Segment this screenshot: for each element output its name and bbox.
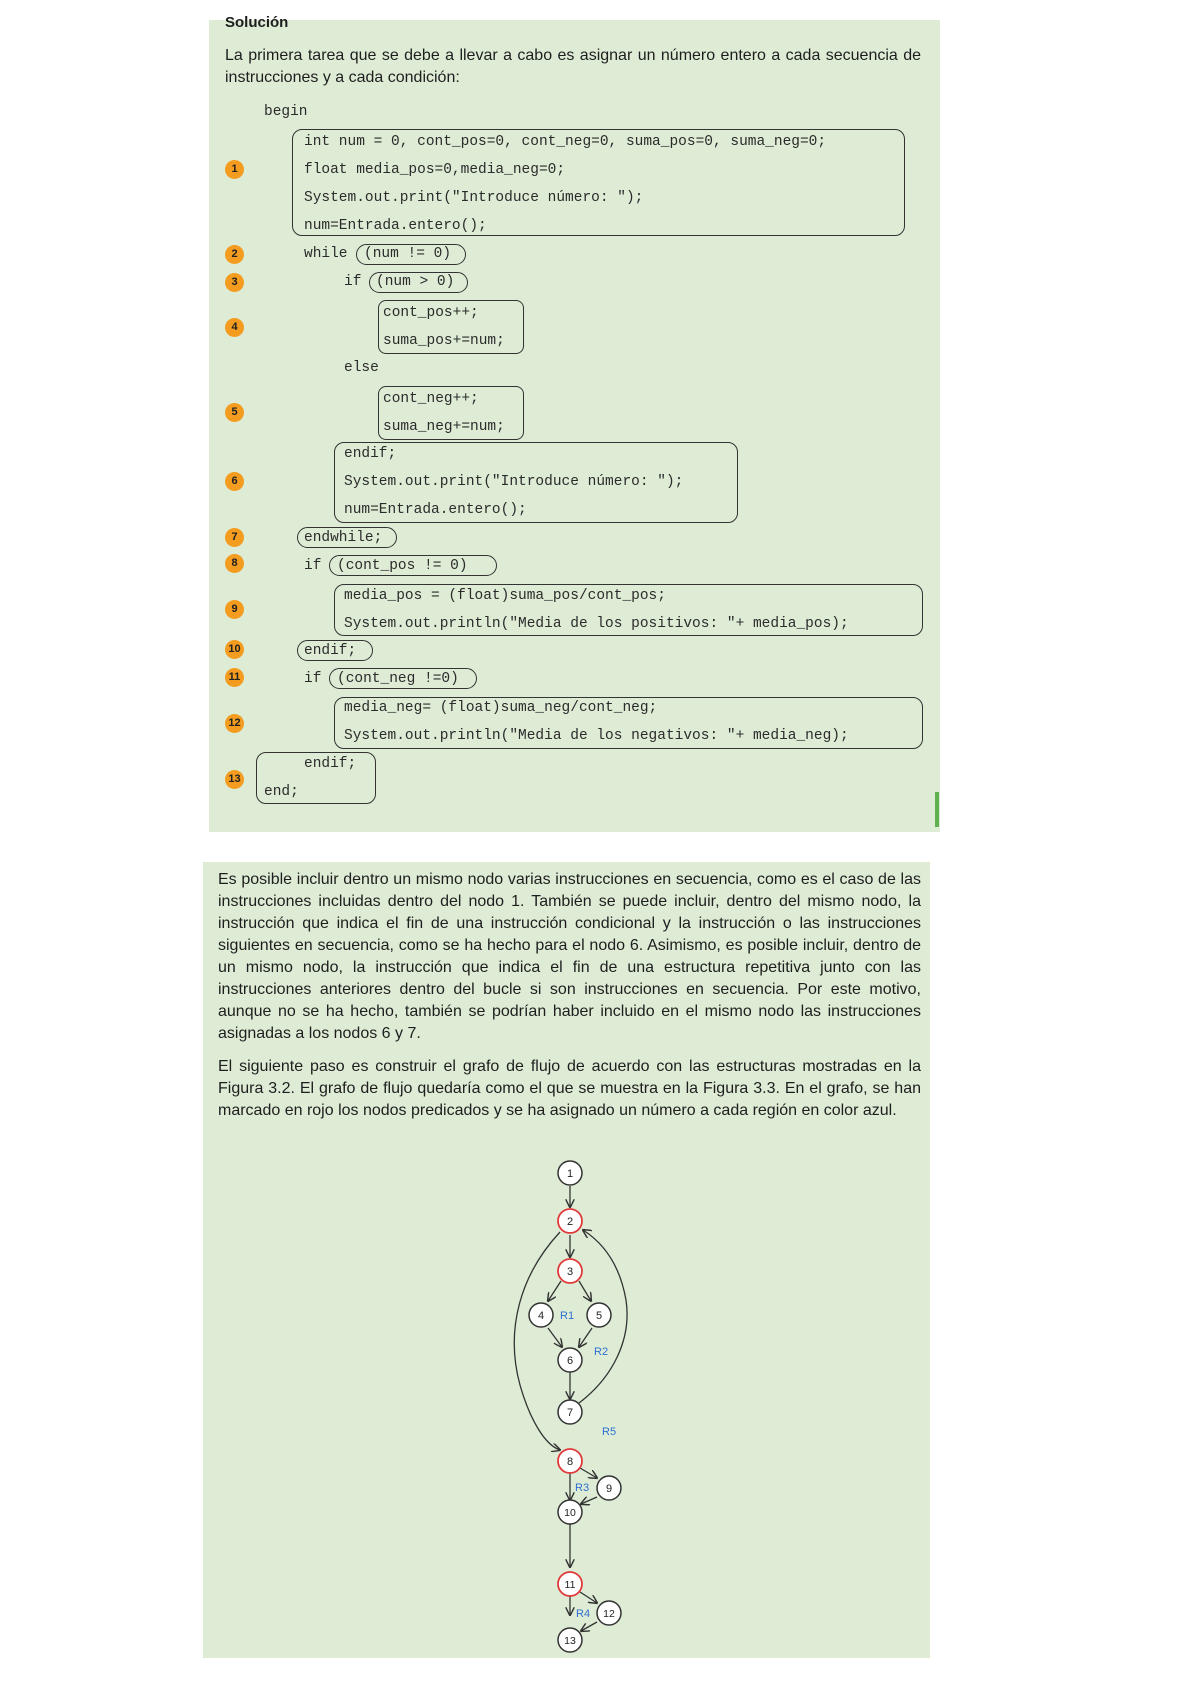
graph-node [558, 1628, 582, 1652]
graph-node-label: 6 [566, 1355, 574, 1367]
graph-node-label: 12 [603, 1608, 615, 1620]
code-else: else [344, 360, 379, 376]
code-line: media_pos = (float)suma_pos/cont_pos; [344, 588, 666, 604]
marker-badge: 2 [225, 245, 244, 264]
code-line: num=Entrada.entero(); [304, 218, 487, 234]
graph-node-label: 3 [566, 1266, 574, 1278]
code-line: cont_neg++; [383, 391, 479, 407]
edge [548, 1328, 562, 1347]
edge [579, 1281, 591, 1301]
graph-node-label: 2 [566, 1216, 574, 1228]
code-line: cont_pos++; [383, 305, 479, 321]
code-if-cond: (cont_neg !=0) [337, 671, 459, 687]
graph-node-predicate [558, 1259, 582, 1283]
code-endwhile: endwhile; [304, 530, 383, 546]
marker-badge: 10 [225, 640, 244, 659]
marker-badge: 7 [225, 528, 244, 547]
marker-badge: 5 [225, 403, 244, 422]
code-line: System.out.println("Media de los positivos: "+ media_pos); [344, 616, 849, 632]
code-if: if [344, 274, 362, 290]
marker-badge: 6 [225, 472, 244, 491]
code-line: media_neg= (float)suma_neg/cont_neg; [344, 700, 658, 716]
code-line: num=Entrada.entero(); [344, 502, 527, 518]
paragraph: El siguiente paso es construir el grafo de flujo de acuerdo con las estructuras mostradas en la Figura 3.2. El grafo de flujo quedaría como el que se muestra en la Figura 3.3. En el grafo, se han marcado en rojo los nodos predicados y se ha asignado un número a cada región en color azul. [218, 1058, 921, 1119]
code-line: end; [264, 784, 299, 800]
region-label: R2 [594, 1346, 609, 1358]
graph-node-label: 5 [595, 1310, 603, 1322]
marker-badge: 3 [225, 273, 244, 292]
edge [548, 1281, 561, 1301]
marker-badge: 12 [225, 714, 244, 733]
marker-badge: 4 [225, 318, 244, 337]
marker-badge: 9 [225, 600, 244, 619]
graph-node [558, 1500, 582, 1524]
edge [514, 1232, 560, 1450]
code-line: int num = 0, cont_pos=0, cont_neg=0, suma_pos=0, suma_neg=0; [304, 134, 827, 150]
marker-badge: 8 [225, 554, 244, 573]
code-line: endif; [304, 756, 357, 772]
graph-node-predicate [558, 1572, 582, 1596]
code-while-cond: (num != 0) [364, 246, 452, 262]
edge [580, 1592, 597, 1603]
region-label: R1 [560, 1310, 575, 1322]
code-line: suma_neg+=num; [383, 419, 505, 435]
region-label: R5 [602, 1426, 617, 1438]
code-line: endif; [344, 446, 397, 462]
paragraph: Es posible incluir dentro un mismo nodo varias instrucciones en secuencia, como es el caso de las instrucciones incluidas dentro del nodo 1. También se puede incluir, dentro del mismo nodo, la instrucción que indica el fin de una instrucción condicional y la instrucción o las instrucciones siguientes en secuencia, como se ha hecho para el nodo 6. Asimismo, es posible incluir, dentro de un mismo nodo, la instrucción que indica el fin de una estructura repetitiva junto con las instrucciones anteriores dentro del bucle si son instrucciones en secuencia. Por este motivo, aunque no se ha hecho, también se podrían haber incluido en el mismo nodo las instrucciones asignadas a los nodos 6 y 7. [218, 871, 921, 1042]
code-if-cond: (cont_pos != 0) [337, 558, 468, 574]
graph-node-predicate [558, 1209, 582, 1233]
graph-node [587, 1303, 611, 1327]
graph-node-label: 10 [564, 1507, 576, 1519]
edge [580, 1468, 597, 1478]
marker-badge: 11 [225, 668, 244, 687]
graph-node-predicate [558, 1449, 582, 1473]
graph-node [558, 1400, 582, 1424]
code-line: System.out.println("Media de los negativos: "+ media_neg); [344, 728, 849, 744]
code-line: System.out.print("Introduce número: "); [304, 190, 644, 206]
graph-node-label: 9 [605, 1483, 613, 1495]
region-label: R3 [575, 1482, 590, 1494]
code-if: if [304, 558, 322, 574]
code-line: System.out.print("Introduce número: "); [344, 474, 684, 490]
marker-badge: 1 [225, 160, 244, 179]
graph-node-label: 7 [566, 1407, 574, 1419]
graph-node [597, 1601, 621, 1625]
code-if-cond: (num > 0) [376, 274, 455, 290]
code-endif: endif; [304, 643, 357, 659]
code-begin: begin [264, 104, 308, 120]
graph-node-label: 11 [564, 1579, 576, 1591]
code-line: float media_pos=0,media_neg=0; [304, 162, 566, 178]
code-while: while [304, 246, 348, 262]
graph-node-label: 8 [566, 1456, 574, 1468]
code-line: suma_pos+=num; [383, 333, 505, 349]
edge [581, 1497, 597, 1504]
marker-badge: 13 [225, 770, 244, 789]
code-if: if [304, 671, 322, 687]
graph-node [529, 1303, 553, 1327]
graph-node [558, 1348, 582, 1372]
edge [579, 1328, 592, 1347]
graph-node-label: 13 [564, 1635, 576, 1647]
graph-node [597, 1476, 621, 1500]
region-label: R4 [576, 1608, 591, 1620]
graph-node-label: 4 [537, 1310, 545, 1322]
edge [581, 1622, 597, 1631]
section-heading: Solución [225, 14, 289, 31]
intro-paragraph: La primera tarea que se debe a llevar a cabo es asignar un número entero a cada secuencia de instrucciones y a cada condición: [225, 47, 921, 86]
graph-node [558, 1161, 582, 1185]
graph-node-label: 1 [566, 1168, 574, 1180]
